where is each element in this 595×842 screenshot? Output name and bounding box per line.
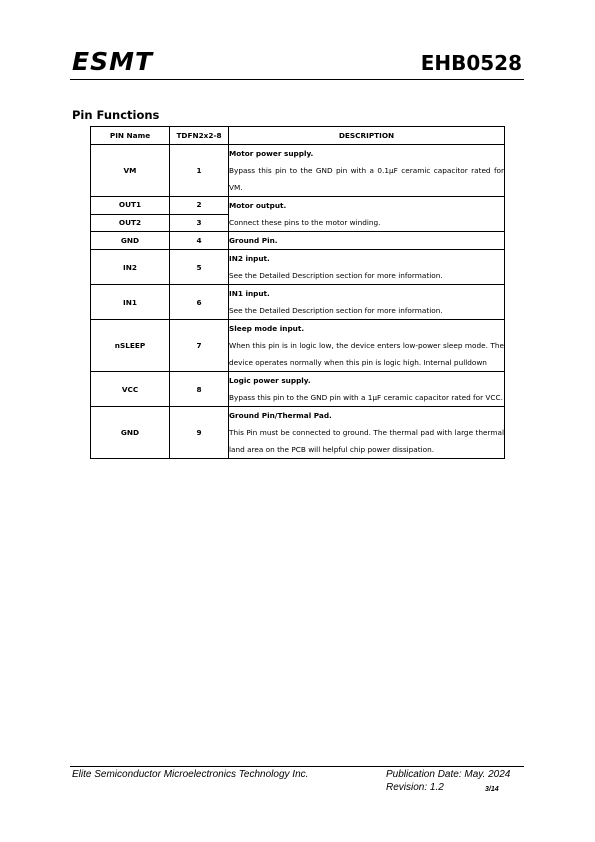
pin-functions-table — [90, 126, 505, 459]
company-logo: ESMT — [72, 47, 154, 76]
pin-number: 6 — [170, 285, 229, 320]
description-body: Connect these pins to the motor winding. — [229, 218, 381, 227]
description-body: Bypass this pin to the GND pin with a 1μF ceramic capacitor rated for VCC. — [229, 393, 503, 402]
pin-name: VCC — [91, 372, 170, 407]
description-title: Ground Pin. — [229, 236, 278, 245]
pin-number: 8 — [170, 372, 229, 407]
pin-number: 7 — [170, 320, 229, 372]
pin-description — [229, 232, 505, 250]
pin-name: OUT2 — [91, 214, 169, 232]
table-row — [91, 250, 505, 285]
pin-description — [229, 407, 505, 459]
pin-name: GND — [91, 407, 170, 459]
page-number: 3/14 — [485, 786, 499, 793]
header-divider — [70, 79, 524, 80]
table-row — [91, 197, 505, 232]
table-row — [91, 145, 505, 197]
table-row — [91, 285, 505, 320]
revision: Revision: 1.2 — [386, 782, 444, 793]
description-title: Motor output. — [229, 201, 287, 210]
footer-company-name: Elite Semiconductor Microelectronics Technology Inc. — [72, 769, 309, 780]
description-title: IN2 input. — [229, 254, 270, 263]
pin-name: GND — [91, 232, 170, 250]
section-title: Pin Functions — [72, 108, 160, 122]
pin-name-group — [91, 197, 170, 232]
table-row — [91, 407, 505, 459]
pin-description — [229, 145, 505, 197]
pin-number: 2 — [196, 200, 202, 209]
pin-description — [229, 320, 505, 372]
pin-name: IN1 — [91, 285, 170, 320]
column-header-description: DESCRIPTION — [229, 127, 505, 145]
pin-description — [229, 285, 505, 320]
column-header-package: TDFN2x2-8 — [170, 127, 229, 145]
description-body: See the Detailed Description section for more information. — [229, 306, 443, 315]
description-title: Motor power supply. — [229, 149, 314, 158]
pin-description — [229, 250, 505, 285]
pin-number: 5 — [170, 250, 229, 285]
part-number: EHB0528 — [420, 51, 522, 75]
description-title: Logic power supply. — [229, 376, 311, 385]
table-header-row — [91, 127, 505, 145]
pin-number: 9 — [170, 407, 229, 459]
description-body: See the Detailed Description section for more information. — [229, 271, 443, 280]
column-header-pin-name: PIN Name — [91, 127, 170, 145]
pin-name: IN2 — [91, 250, 170, 285]
description-body: Bypass this pin to the GND pin with a 0.1μF ceramic capacitor rated for VM. — [229, 166, 504, 192]
table-row — [91, 232, 505, 250]
pin-number: 4 — [170, 232, 229, 250]
footer-divider — [70, 766, 524, 767]
description-body: This Pin must be connected to ground. The thermal pad with large thermal land area on the PCB will helpful chip power dissipation. — [229, 428, 504, 454]
pin-number-group — [170, 197, 229, 232]
description-title: Ground Pin/Thermal Pad. — [229, 411, 332, 420]
description-title: IN1 input. — [229, 289, 270, 298]
pin-name: nSLEEP — [91, 320, 170, 372]
pin-number: 1 — [170, 145, 229, 197]
description-title: Sleep mode input. — [229, 324, 305, 333]
pin-description — [229, 197, 505, 232]
pin-name: VM — [91, 145, 170, 197]
pin-number: 3 — [170, 214, 228, 232]
description-body: When this pin is in logic low, the device enters low-power sleep mode. The device operates normally when this pin is logic high. Internal pulldown — [229, 341, 504, 367]
table-row — [91, 320, 505, 372]
pin-description — [229, 372, 505, 407]
table-row — [91, 372, 505, 407]
pin-name: OUT1 — [118, 200, 142, 209]
publication-date: Publication Date: May. 2024 — [386, 769, 511, 780]
